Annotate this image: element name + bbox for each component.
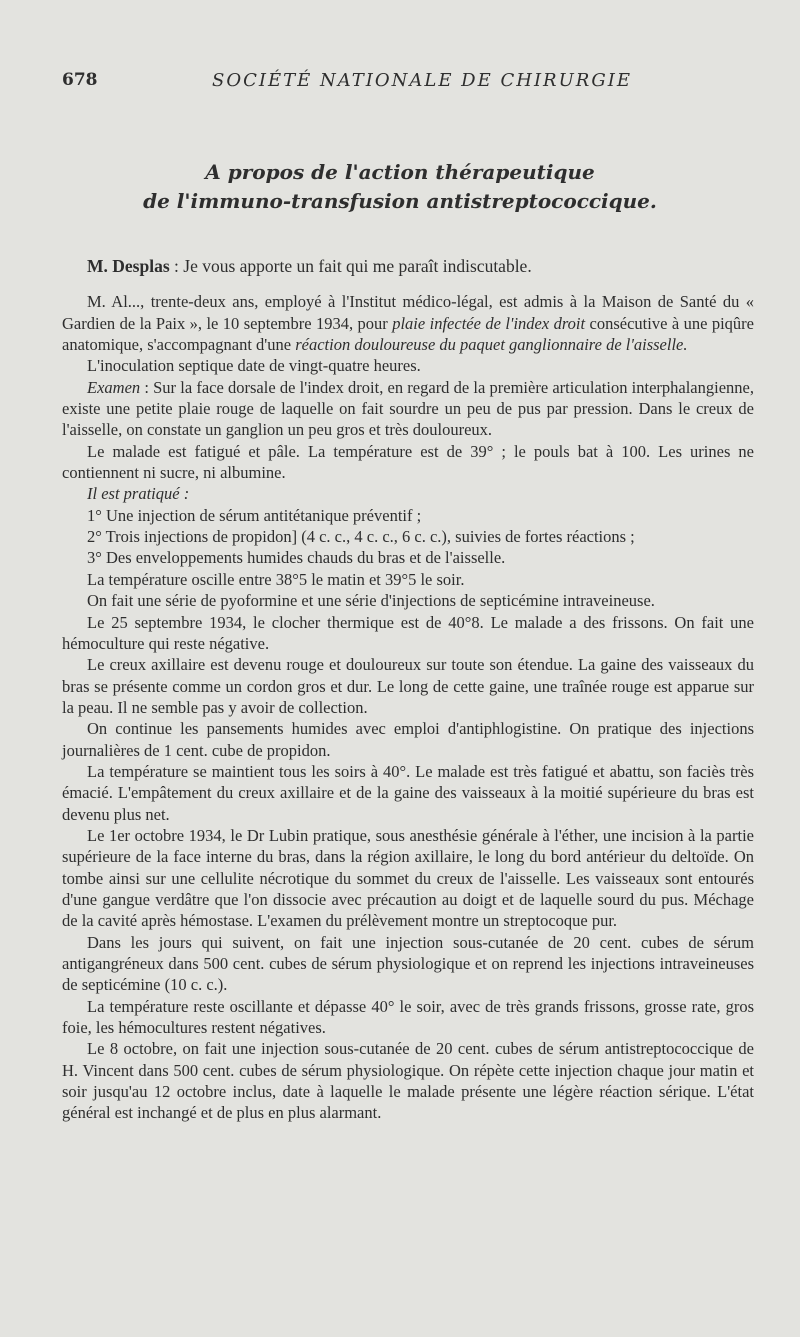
body-paragraph (62, 355, 754, 376)
paragraph-text: La température se maintient tous les soirs à 40°. Le malade est très fatigué et abattu, son faciès très émacié. L'empâtement du creux axillaire et de la gaine des vaisseaux à la moitié supérieure du bras est devenu plus net. (62, 761, 754, 824)
body-paragraph (62, 718, 754, 761)
paragraph-text: La température reste oscillante et dépasse 40° le soir, avec de très grands frissons, grosse rate, gros foie, les hémocultures restent négatives. (62, 996, 754, 1038)
body-paragraph (62, 932, 754, 996)
paragraph-text: : Sur la face dorsale de l'index droit, en regard de la première articulation interphalangienne, existe une petite plaie rouge de laquelle on fait sourdre un peu de pus par pression. Dans le creux de l'aisselle, on constate un ganglion un peu gros et très douloureux. (62, 377, 754, 440)
paragraph-text: On fait une série de pyoformine et une série d'injections de septicémine intraveineuse. (87, 591, 655, 611)
italic-text: Examen (87, 377, 141, 397)
page-number: 678 (62, 70, 98, 90)
article-body (62, 256, 754, 1124)
paragraph-text: 1° Une injection de sérum antitétanique préventif ; (87, 505, 422, 525)
page-header (62, 70, 742, 96)
paragraph-text: consécutive à une piqûre anatomique, s'accompagnant d'une (62, 313, 755, 355)
body-paragraph (62, 526, 754, 547)
paragraph-text: 2° Trois injections de propidon] (4 c. c., 4 c. c., 6 c. c.), suivies de fortes réactions ; (87, 527, 635, 547)
italic-text: plaie infectée de l'index droit (392, 313, 586, 333)
body-paragraph (62, 505, 754, 526)
body-paragraph (62, 547, 754, 568)
paragraph-text: 3° Des enveloppements humides chauds du bras et de l'aisselle. (87, 548, 506, 568)
body-paragraph (62, 483, 754, 504)
body-paragraph (62, 441, 754, 484)
paragraph-text: Le 1er octobre 1934, le Dr Lubin pratique, sous anesthésie générale à l'éther, une incision à la partie supérieure de la face interne du bras, dans la région axillaire, le long du bord antérieur du deltoïde. On tombe ainsi sur une cellulite nécrotique du sommet du creux de l'aisselle. Les vaisseaux sont entourés d'une gangue verdâtre que l'on dissocie avec précaution au doigt et de laquelle sourd du pus. Méchage de la cavité après hémostase. L'examen du prélèvement montre un streptocoque pur. (62, 825, 754, 931)
paragraph-text: L'inoculation septique date de vingt-quatre heures. (87, 356, 421, 376)
body-paragraph (62, 291, 754, 355)
body-paragraph (62, 825, 754, 932)
paragraph-text: Dans les jours qui suivent, on fait une injection sous-cutanée de 20 cent. cubes de sérum antigangréneux dans 500 cent. cubes de sérum physiologique et on reprend les injections intraveineuses de septicémine (10 c. c.). (62, 932, 754, 995)
article-title-line-1: A propos de l'action thérapeutique (205, 160, 595, 184)
body-paragraph (62, 996, 754, 1039)
paragraph-text: On continue les pansements humides avec emploi d'antiphlogistine. On pratique des injections journalières de 1 cent. cube de propidon. (62, 719, 754, 760)
body-paragraph (62, 377, 754, 441)
body-paragraph (62, 654, 754, 718)
paragraph-text: Le malade est fatigué et pâle. La température est de 39° ; le pouls bat à 100. Les urines ne contiennent ni sucre, ni albumine. (62, 441, 754, 483)
body-paragraph (62, 1038, 754, 1123)
paragraph-text: Le 8 octobre, on fait une injection sous-cutanée de 20 cent. cubes de sérum antistreptococcique de H. Vincent dans 500 cent. cubes de sérum physiologique. On répète cette injection chaque jour matin et soir jusqu'au 12 octobre inclus, date à laquelle le malade présente une légère réaction sérique. L'état général est inchangé et de plus en plus alarmant. (62, 1039, 754, 1123)
italic-text: Il est pratiqué : (87, 484, 190, 504)
body-paragraph (62, 569, 754, 590)
paragraph-text: Le 25 septembre 1934, le clocher thermique est de 40°8. Le malade a des frissons. On fait une hémoculture qui reste négative. (62, 612, 754, 653)
running-head: SOCIÉTÉ NATIONALE DE CHIRURGIE (212, 70, 632, 91)
article-title (60, 158, 740, 216)
intro-text: : Je vous apporte un fait qui me paraît indiscutable. (169, 256, 532, 276)
article-title-line-2: de l'immuno-transfusion antistreptococcique. (143, 189, 657, 213)
paragraph-text: Le creux axillaire est devenu rouge et douloureux sur toute son étendue. La gaine des vaisseaux du bras se présente comme un cordon gros et dur. Le long de cette gaine, une traînée rouge est apparue sur la peau. Il ne semble pas y avoir de collection. (62, 655, 754, 717)
intro-paragraph (62, 256, 754, 277)
speaker-name: M. Desplas (87, 256, 170, 276)
body-paragraph (62, 612, 754, 655)
case-report (62, 291, 754, 1123)
body-paragraph (62, 590, 754, 611)
body-paragraph (62, 761, 754, 825)
paragraph-text: La température oscille entre 38°5 le matin et 39°5 le soir. (87, 569, 465, 589)
paragraph-text: M. Al..., trente-deux ans, employé à l'Institut médico-légal, est admis à la Maison de Santé du « Gardien de la Paix », le 10 septembre 1934, pour (62, 292, 754, 333)
italic-text: réaction douloureuse du paquet ganglionnaire de l'aisselle. (295, 335, 688, 355)
